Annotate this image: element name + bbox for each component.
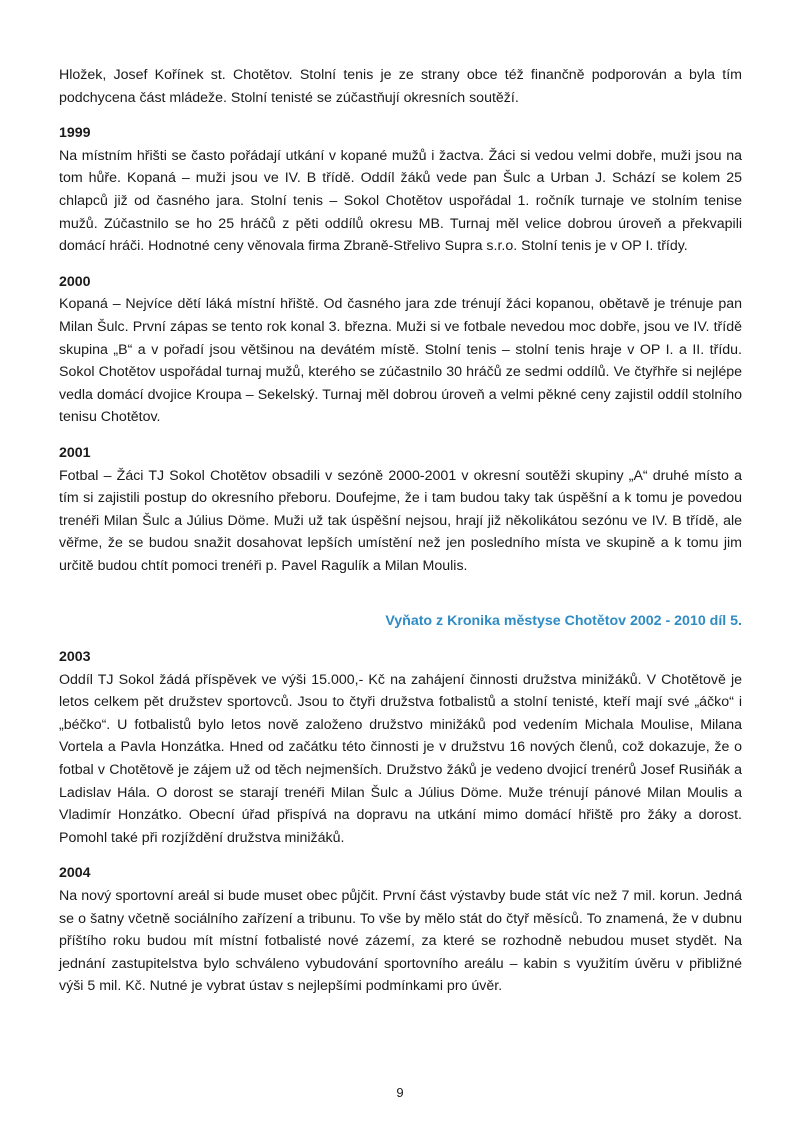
section-year: 2003 (59, 649, 91, 666)
section-2004 (59, 862, 742, 998)
excerpt-heading: Vyňato z Kronika městyse Chotětov 2002 - 2010 díl 5. (385, 613, 742, 630)
intro-paragraph: Hložek, Josef Kořínek st. Chotětov. Stolní tenis je ze strany obce též finančně podporován a byla tím podchycena část mládeže. Stolní tenisté se zúčastňují okresních soutěží. (59, 67, 742, 106)
section-year: 1999 (59, 125, 91, 142)
section-year: 2004 (59, 865, 91, 882)
section-year: 2001 (59, 444, 91, 461)
section-text: Fotbal – Žáci TJ Sokol Chotětov obsadili v sezóně 2000-2001 v okresní soutěži skupiny „A“ druhé místo a tím si zajistili postup do okresního přeboru. Doufejme, že i tam budou taky tak úspěšní a k tomu je povedou trenéři Milan Šulc a Július Döme. Muži už tak úspěšní nejsou, hrají již několikátou sezónu ve IV. B třídě, ale věřme, že se budou snažit dosahovat lepších umístění než jen posledního místa ve skupině a k tomu jim určitě budou chtít pomoci trenéři p. Pavel Ragulík a Milan Moulis. (59, 467, 742, 574)
section-year: 2000 (59, 273, 91, 290)
section-2000 (59, 271, 742, 429)
document-page (59, 64, 742, 998)
page-number: 9 (396, 1085, 404, 1100)
section-text: Na nový sportovní areál si bude muset obec půjčit. První část výstavby bude stát víc než 7 mil. korun. Jedná se o šatny včetně sociálního zařízení a tribunu. To vše by mělo stát do čtyř měsíců. To znamená, že v dubnu příštího roku budou mít místní fotbalisté nové zázemí, za které se rozhodně nebudou muset stydět. Na jednání zastupitelstva bylo schváleno vybudování sportovního areálu – kabin s využitím úvěru v přibližné výši 5 mil. Kč. Nutné je vybrat ústav s nejlepšími podmínkami pro úvěr. (59, 888, 742, 995)
section-1999 (59, 122, 742, 258)
section-2001 (59, 442, 742, 578)
section-text: Oddíl TJ Sokol žádá příspěvek ve výši 15.000,- Kč na zahájení činnosti družstva minižáků. V Chotětově je letos celkem pět družstev sportovců. Jsou to čtyři družstva fotbalistů a stolní tenisté, kteří mají své „áčko“ i „béčko“. U fotbalistů bylo letos nově založeno družstvo minižáků pod vedením Michala Moulise, Milana Vortela a Pavla Honzátka. Hned od začátku této činnosti je v družstvu 16 nových členů, což dokazuje, že o fotbal v Chotětově je zájem už od těch nejmenších. Družstvo žáků je vedeno dvojicí trenérů Josef Rusiňák a Ladislav Hála. O dorost se starají trenéři Milan Šulc a Július Döme. Muže trénují pánové Milan Moulis a Vladimír Honzátko. Obecní úřad přispívá na dopravu na utkání mimo domácí hřiště pro žáky a dorost. Pomohl také při rozjíždění družstva minižáků. (59, 671, 742, 846)
section-text: Kopaná – Nejvíce dětí láká místní hřiště. Od časného jara zde trénují žáci kopanou, obětavě je trénuje pan Milan Šulc. První zápas se tento rok konal 3. března. Muži si ve fotbale nevedou moc dobře, jsou ve IV. třídě skupina „B“ a v pořadí jsou většinou na devátém místě. Stolní tenis – stolní tenis hraje v OP I. a II. třídu. Sokol Chotětov uspořádal turnaj mužů, kterého se zúčastnilo 30 hráčů ze sedmi oddílů. Ve čtyřhře si nejlépe vedla domácí dvojice Kroupa – Sekelský. Turnaj měl dobrou úroveň a velmi pěkné ceny zajistil oddíl stolního tenisu Chotětov. (59, 296, 742, 426)
section-text: Na místním hřišti se často pořádají utkání v kopané mužů i žactva. Žáci si vedou velmi dobře, muži jsou na tom hůře. Kopaná – muži jsou ve IV. B třídě. Oddíl žáků vede pan Šulc a Urban J. Schází se kolem 25 chlapců již od časného jara. Stolní tenis – Sokol Chotětov uspořádal 1. ročník turnaje ve stolním tenise mužů. Zúčastnilo se ho 25 hráčů z pěti oddílů okresu MB. Turnaj měl velice dobrou úroveň a překvapili domácí hráči. Hodnotné ceny věnovala firma Zbraně-Střelivo Supra s.r.o. Stolní tenis je v OP I. třídy. (59, 147, 742, 255)
section-2003 (59, 646, 742, 849)
